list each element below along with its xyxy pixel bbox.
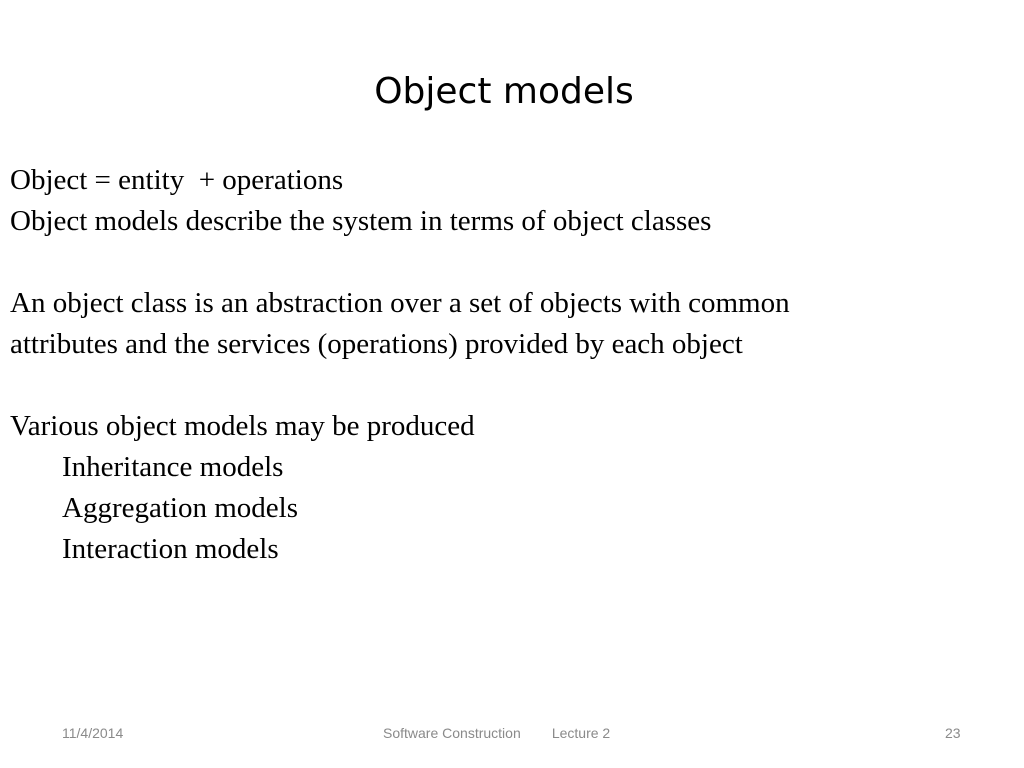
footer-page-number: 23 — [945, 725, 961, 741]
body-line-object-models-describe: Object models describe the system in terms of object classes — [10, 205, 712, 237]
body-line-various-models: Various object models may be produced — [10, 410, 475, 442]
body-spacer — [10, 365, 1010, 406]
slide-body — [10, 160, 1010, 570]
footer-date: 11/4/2014 — [62, 725, 124, 741]
body-line-object-class-1: An object class is an abstraction over a set of objects with common — [10, 287, 790, 319]
slide-title: Object models — [374, 71, 634, 112]
body-line-inheritance-models: Inheritance models — [62, 451, 284, 483]
body-line-aggregation-models: Aggregation models — [62, 492, 298, 524]
body-spacer — [10, 242, 1010, 283]
footer-course: Software Construction Lecture 2 — [383, 725, 611, 741]
body-line-object-definition: Object = entity + operations — [10, 164, 344, 196]
body-line-interaction-models: Interaction models — [62, 533, 279, 565]
body-line-object-class-2: attributes and the services (operations) provided by each object — [10, 328, 743, 360]
